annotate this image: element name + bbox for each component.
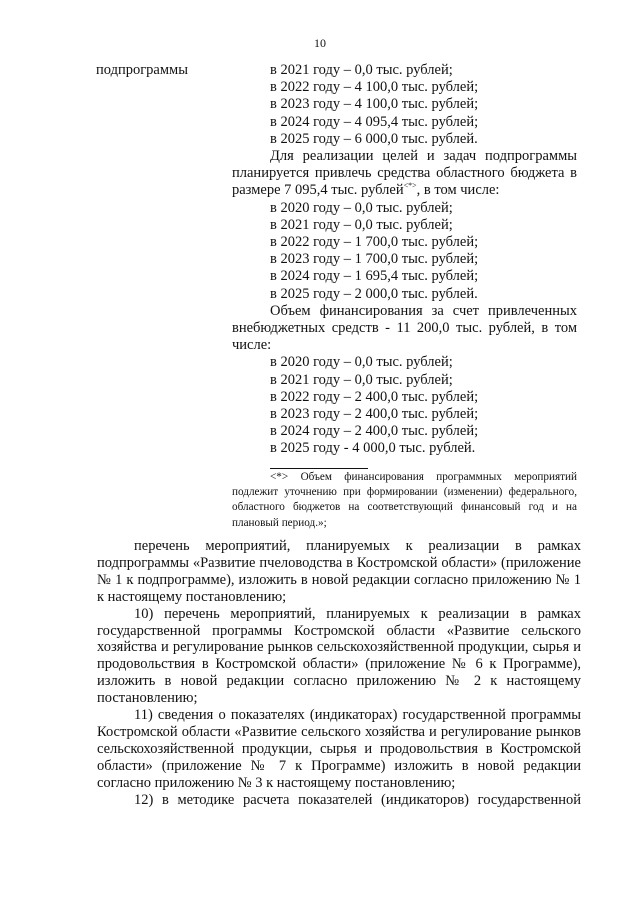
paragraph: 12) в методике расчета показателей (индикаторов) государственной bbox=[134, 791, 581, 808]
list-item: в 2022 году – 2 400,0 тыс. рублей; bbox=[270, 388, 479, 405]
regional-intro-tail: , в том числе: bbox=[416, 182, 500, 199]
funding-cell bbox=[232, 62, 577, 531]
paragraph: 11) сведения о показателях (индикаторах) государственной программы Костромской области «Развитие сельского хозяйства и регулирование рынков сельскохозяйственной продукции, сырья и продовольствия в Костромской области» (приложение № 7 к Программе) изложить в новой редакции согласно приложению № 3 к настоящему постановлению; bbox=[97, 707, 581, 791]
extrabudget-list bbox=[232, 354, 577, 457]
list-item: в 2025 году – 6 000,0 тыс. рублей. bbox=[270, 130, 478, 147]
regional-intro-text: Для реализации целей и задач подпрограммы планируется привлечь средства областного бюджета в размере 7 095,4 тыс. рублей bbox=[232, 148, 577, 199]
list-item: в 2022 году – 1 700,0 тыс. рублей; bbox=[270, 234, 479, 251]
list-item: в 2021 году – 0,0 тыс. рублей; bbox=[270, 371, 453, 388]
footnote-divider bbox=[270, 468, 368, 469]
list-item: в 2023 году – 1 700,0 тыс. рублей; bbox=[270, 251, 479, 268]
paragraph: 10) перечень мероприятий, планируемых к реализации в рамках государственной программы Костромской области «Развитие сельского хозяйства и регулирование рынков сельскохозяйственной продукции, сырья и продовольствия в Костромской области» (приложение № 6 к Программе), изложить в новой редакции согласно приложению № 2 к настоящему постановлению; bbox=[97, 605, 581, 707]
regional-budget-list bbox=[232, 200, 577, 303]
list-item: в 2023 году – 4 100,0 тыс. рублей; bbox=[270, 96, 479, 113]
list-item: в 2024 году – 1 695,4 тыс. рублей; bbox=[270, 268, 479, 285]
list-item: в 2022 году – 4 100,0 тыс. рублей; bbox=[270, 79, 479, 96]
list-item: в 2020 году – 0,0 тыс. рублей; bbox=[270, 354, 453, 371]
list-item: в 2025 году – 2 000,0 тыс. рублей. bbox=[270, 285, 478, 302]
list-item: в 2023 году – 2 400,0 тыс. рублей; bbox=[270, 406, 479, 423]
funding-total-list bbox=[232, 62, 577, 148]
footnote: <*> Объем финансирования программных мероприятий подлежит уточнению при формировании (изменении) федерального, областного бюджетов на соответствующий финансовый год и на плановый период.»; bbox=[232, 470, 577, 529]
footnote-mark: <*> bbox=[403, 181, 417, 191]
list-item: в 2024 году – 4 095,4 тыс. рублей; bbox=[270, 113, 479, 130]
list-item: в 2024 году – 2 400,0 тыс. рублей; bbox=[270, 423, 479, 440]
extrabudget-intro: Объем финансирования за счет привлеченных внебюджетных средств - 11 200,0 тыс. рублей, в том числе: bbox=[232, 302, 577, 354]
page-number: 10 bbox=[314, 36, 326, 50]
list-item: в 2020 году – 0,0 тыс. рублей; bbox=[270, 199, 453, 216]
list-item: в 2021 году – 0,0 тыс. рублей; bbox=[270, 62, 453, 78]
regional-budget-intro bbox=[232, 148, 577, 200]
list-item: в 2021 году – 0,0 тыс. рублей; bbox=[270, 216, 453, 233]
document-body bbox=[97, 538, 581, 809]
table-row-label: подпрограммы bbox=[96, 62, 188, 78]
list-item: в 2025 году - 4 000,0 тыс. рублей. bbox=[270, 440, 476, 457]
paragraph: перечень мероприятий, планируемых к реализации в рамках подпрограммы «Развитие пчеловодства в Костромской области» (приложение № 1 к подпрограмме), изложить в новой редакции согласно приложению № 1 к настоящему постановлению; bbox=[97, 538, 581, 605]
